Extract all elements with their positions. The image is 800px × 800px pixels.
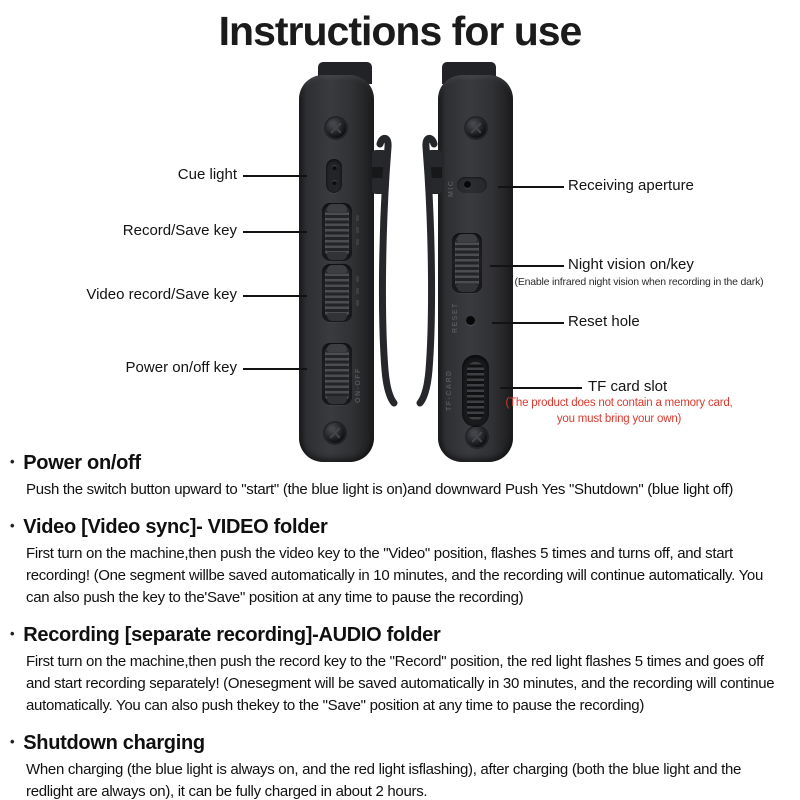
bullet-icon: • <box>10 734 15 749</box>
screw-icon <box>467 427 487 447</box>
switch-knob[interactable] <box>455 237 479 289</box>
tf-card-marking: TF-CARD <box>446 369 453 411</box>
callout-receiving-aperture: Receiving aperture <box>568 177 694 194</box>
leader-line <box>490 265 564 267</box>
section-power-on-off <box>10 452 792 501</box>
section-video-folder <box>10 516 792 609</box>
record-switch-marking-icon <box>356 215 359 249</box>
tf-card-warning-line2: you must bring your own) <box>556 413 682 425</box>
power-switch[interactable] <box>322 343 352 405</box>
leader-line <box>500 387 582 389</box>
reset-marking: RESET <box>452 302 459 333</box>
receiving-aperture-recess <box>457 177 487 193</box>
callout-record-save-key: Record/Save key <box>122 222 237 239</box>
night-vision-switch[interactable] <box>452 233 482 293</box>
leader-line <box>243 175 307 177</box>
section-heading-text: Shutdown charging <box>23 732 205 754</box>
record-save-switch[interactable] <box>322 203 352 261</box>
section-heading-text: Recording [separate recording]-AUDIO folder <box>23 624 441 646</box>
instruction-sections <box>10 452 792 800</box>
device-left-view <box>299 75 374 462</box>
section-heading <box>10 732 792 755</box>
callout-cue-light: Cue light <box>177 166 237 183</box>
section-body: Push the switch button upward to "start" (the blue light is on)and downward Push Yes "Shutdown" (blue light off) <box>26 481 734 498</box>
section-recording-audio-folder <box>10 624 792 717</box>
callout-night-vision: Night vision on/key <box>568 256 694 273</box>
tf-card-slot[interactable] <box>462 355 489 427</box>
callout-power-key: Power on/off key <box>125 359 237 376</box>
reset-hole[interactable] <box>466 316 475 325</box>
callout-reset-hole: Reset hole <box>568 313 640 330</box>
section-body: First turn on the machine,then push the record key to the "Record" position, the red light flashes 5 times and goes off and start recording separately! (Onesegment will be saved automatically in 30 minutes, and the recording will continue automatically. You can also push thekey to the "Save" position at any time to pause the recording) <box>26 653 775 714</box>
bullet-icon: • <box>10 518 15 533</box>
section-heading <box>10 516 792 539</box>
tf-card-warning-line1: (The product does not contain a memory card, <box>505 397 733 409</box>
section-body: When charging (the blue light is always on, and the red light isflashing), after charging (both the blue light and the redlight are always on), it can be fully charged in about 2 hours. <box>26 761 742 800</box>
video-record-save-switch[interactable] <box>322 264 352 322</box>
leader-line <box>243 368 307 370</box>
leader-line <box>243 295 307 297</box>
power-switch-marking: ON-OFF <box>355 367 362 403</box>
section-heading <box>10 452 792 475</box>
section-heading-text: Power on/off <box>23 452 141 474</box>
switch-knob[interactable] <box>325 207 349 257</box>
callout-tf-card-slot: TF card slot <box>588 378 668 395</box>
back-clips <box>368 130 446 420</box>
callout-video-record-key: Video record/Save key <box>86 286 237 303</box>
screw-icon <box>325 423 345 443</box>
switch-knob[interactable] <box>325 347 349 401</box>
leader-line <box>498 186 564 188</box>
cue-light-dot <box>332 180 337 185</box>
night-vision-note: (Enable infrared night vision when recording in the dark) <box>514 276 764 288</box>
section-heading-text: Video [Video sync]- VIDEO folder <box>23 516 328 538</box>
section-heading <box>10 624 792 647</box>
mic-marking: MIC <box>448 179 455 197</box>
section-body: First turn on the machine,then push the video key to the "Video" position, flashes 5 times and turns off, and start recording! (One segment willbe saved automatically in 10 minutes, and the recording will continue automatically. You can also push the key to the'Save" position at any time to pause the recording) <box>26 545 764 606</box>
screw-icon <box>466 118 486 138</box>
leader-line <box>492 322 564 324</box>
leader-line <box>243 231 307 233</box>
cue-light-dot <box>332 165 337 170</box>
section-shutdown-charging <box>10 732 792 800</box>
video-switch-marking-icon <box>356 276 359 310</box>
switch-knob[interactable] <box>325 268 349 318</box>
page-title: Instructions for use <box>218 8 582 54</box>
screw-icon <box>326 118 346 138</box>
receiving-aperture-hole <box>464 181 471 188</box>
bullet-icon: • <box>10 454 15 469</box>
bullet-icon: • <box>10 626 15 641</box>
cue-light <box>326 159 342 193</box>
